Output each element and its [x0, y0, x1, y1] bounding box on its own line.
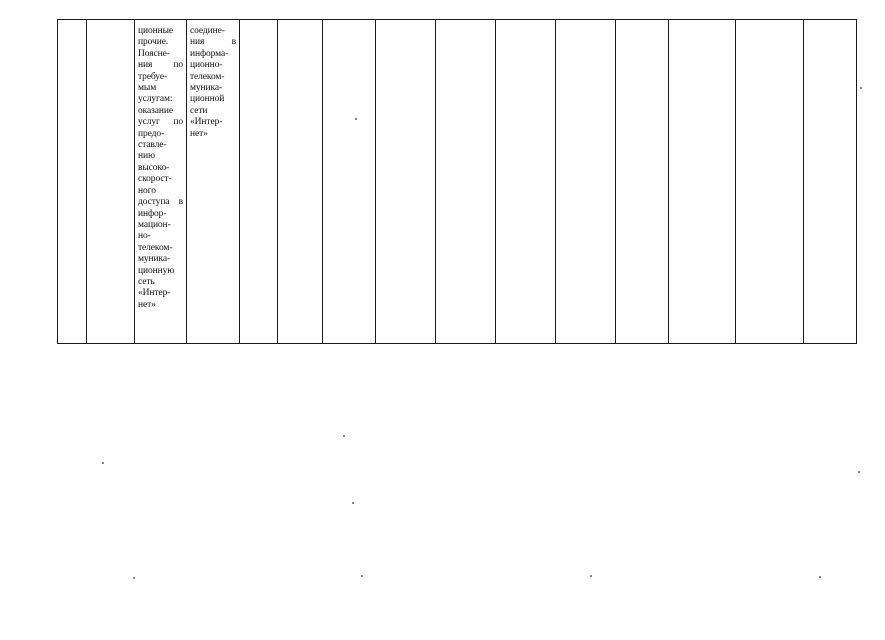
column-border-4 [239, 19, 240, 344]
cell-text-line: сеть [138, 276, 155, 287]
cell-text-line: нет» [190, 128, 208, 139]
cell-text-line: высоко- [138, 162, 170, 173]
cell-text-line: сети [190, 105, 208, 116]
table-top-border [57, 19, 857, 20]
column-border-10 [555, 19, 556, 344]
scan-speck [355, 118, 357, 120]
scan-speck [133, 577, 135, 579]
column-border-9 [495, 19, 496, 344]
cell-text-line: ния в [190, 37, 236, 48]
cell-text-line: «Интер- [190, 117, 223, 128]
table-bottom-border [57, 343, 857, 344]
cell-text-line: ставле- [138, 140, 167, 151]
cell-text-line: «Интер- [138, 288, 171, 299]
column-border-0 [57, 19, 58, 344]
cell-text-line: скорост- [138, 174, 172, 185]
cell-text-line: ния по [138, 60, 183, 71]
scan-speck [590, 575, 592, 577]
cell-text-line: прочие. [138, 37, 169, 48]
cell-text-line: соедине- [190, 26, 225, 36]
table-cell-services-description [138, 26, 183, 311]
column-border-5 [277, 19, 278, 344]
column-border-7 [375, 19, 376, 344]
cell-text-line: телеком- [138, 242, 173, 253]
cell-text-line: ционно- [190, 60, 223, 71]
cell-text-line: мацион- [138, 219, 171, 230]
column-border-2 [134, 19, 135, 344]
scan-speck [343, 435, 345, 437]
column-border-15 [856, 19, 857, 344]
cell-text-line: муника- [190, 83, 223, 94]
scan-speck [102, 462, 104, 464]
cell-text-line: нет» [138, 299, 156, 310]
table-cell-connection-description [190, 26, 236, 140]
cell-text-line: ционную [138, 265, 175, 276]
cell-text-line: услугам: [138, 94, 173, 105]
cell-text-line: требуе- [138, 71, 168, 82]
cell-text-line: инфор- [138, 208, 167, 219]
scan-speck [361, 575, 363, 577]
data-table [57, 19, 857, 344]
column-border-6 [322, 19, 323, 344]
cell-text-line: ционные [138, 26, 173, 36]
cell-text-line: информа- [190, 48, 229, 59]
column-border-11 [615, 19, 616, 344]
scan-speck [858, 471, 860, 473]
column-border-14 [803, 19, 804, 344]
cell-text-line: доступа в [138, 197, 183, 208]
cell-text-line: ционной [190, 94, 225, 105]
cell-text-line: Поясне- [138, 48, 170, 59]
cell-text-line: услуг по [138, 117, 183, 128]
column-border-12 [668, 19, 669, 344]
scan-speck [860, 87, 862, 89]
cell-text-line: оказание [138, 105, 173, 116]
cell-text-line: муника- [138, 254, 171, 265]
column-border-1 [86, 19, 87, 344]
cell-text-line: телеком- [190, 71, 225, 82]
cell-text-line: но- [138, 231, 151, 242]
scan-speck [352, 502, 354, 504]
column-border-8 [435, 19, 436, 344]
cell-text-line: предо- [138, 128, 165, 139]
scan-speck [819, 576, 821, 578]
cell-text-line: мым [138, 83, 157, 94]
cell-text-line: нию [138, 151, 155, 162]
column-border-13 [735, 19, 736, 344]
cell-text-line: ного [138, 185, 156, 196]
column-border-3 [186, 19, 187, 344]
